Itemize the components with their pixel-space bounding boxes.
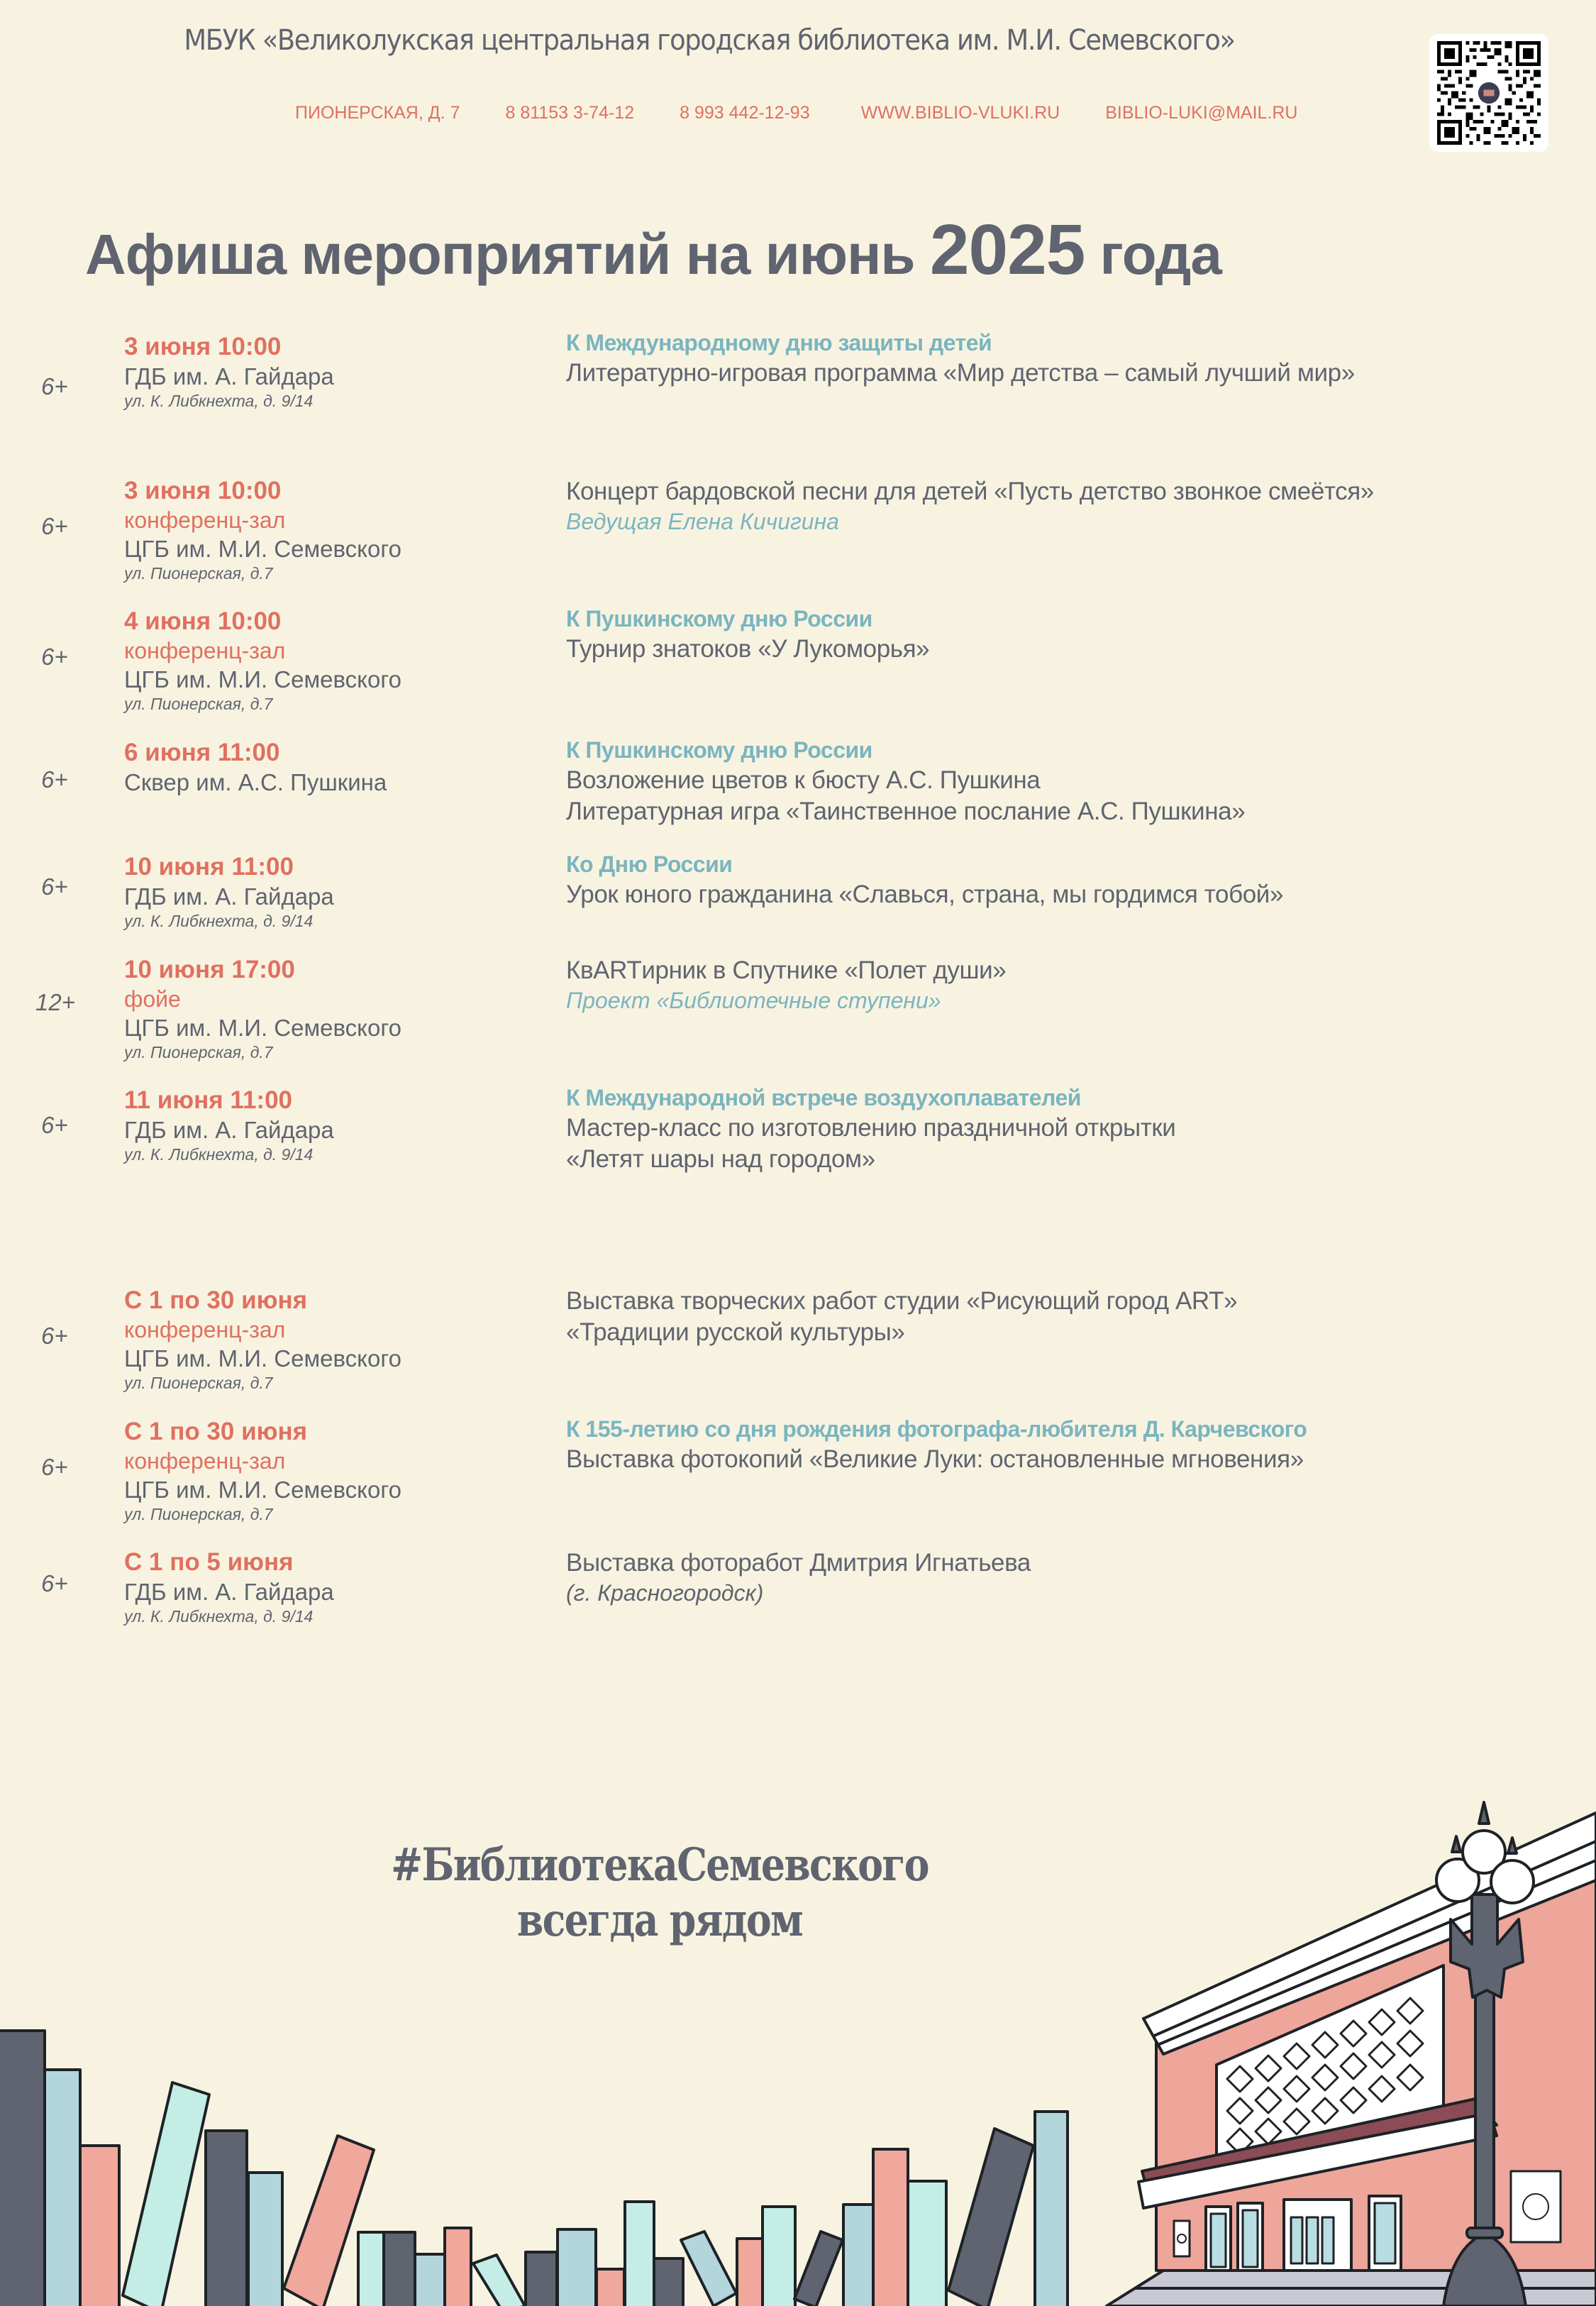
event-date: С 1 по 5 июня: [124, 1548, 294, 1576]
event-venue: ЦГБ им. М.И. Семевского: [124, 1477, 401, 1503]
contact-email[interactable]: BIBLIO-LUKI@MAIL.RU: [1105, 103, 1298, 123]
age-rating: 6+: [41, 1454, 68, 1480]
event-venue: Сквер им. А.С. Пушкина: [124, 769, 387, 795]
qr-code-icon[interactable]: [1429, 34, 1548, 152]
contact-phone-2[interactable]: 8 993 442-12-93: [680, 103, 810, 123]
age-rating: 6+: [41, 766, 68, 793]
event-venue: ГДБ им. А. Гайдара: [124, 1579, 334, 1605]
age-rating: 6+: [41, 373, 68, 399]
event-note: Ведущая Елена Кичигина: [566, 509, 839, 534]
event-address: ул. Пионерская, д.7: [124, 564, 273, 583]
contact-phone-1[interactable]: 8 81153 3-74-12: [505, 103, 635, 123]
event-description: Мастер-класс по изготовлению праздничной открытки: [566, 1114, 1176, 1142]
event-when-where: [124, 955, 536, 1062]
age-rating: 6+: [41, 644, 68, 670]
event-occasion: К 155-летию со дня рождения фотографа-любителя Д. Карчевского: [566, 1416, 1307, 1442]
event-occasion: К Международной встрече воздухоплавателей: [566, 1085, 1081, 1110]
event-date: 3 июня 10:00: [124, 477, 282, 504]
books-and-library-illustration: [0, 1774, 1596, 2306]
event-description: Выставка фоторабот Дмитрия Игнатьева: [566, 1549, 1031, 1577]
book: [597, 2269, 624, 2306]
event-room: конференц-зал: [124, 1317, 286, 1342]
event-occasion: К Пушкинскому дню России: [566, 606, 872, 631]
book: [358, 2232, 384, 2306]
book: [415, 2254, 445, 2306]
event-room: конференц-зал: [124, 507, 286, 533]
event-date: 6 июня 11:00: [124, 739, 280, 766]
book: [45, 2070, 80, 2306]
book: [526, 2252, 557, 2306]
event-description: «Традиции русской культуры»: [566, 1318, 905, 1346]
age-rating: 6+: [41, 513, 68, 539]
age-rating: 6+: [41, 873, 68, 900]
book: [206, 2131, 247, 2306]
book: [473, 2255, 525, 2306]
event-when-where: [124, 738, 536, 797]
wall-plaque: [1174, 2221, 1190, 2256]
event-when-where: [124, 1086, 536, 1164]
qr-code-graphic: [1436, 41, 1541, 145]
event-room: конференц-зал: [124, 638, 286, 663]
book: [654, 2258, 683, 2306]
book: [123, 2082, 209, 2306]
event-when-where: [124, 852, 536, 931]
event-date: 10 июня 17:00: [124, 956, 295, 983]
book: [248, 2173, 282, 2306]
event-date: 4 июня 10:00: [124, 607, 282, 635]
library-building: [1107, 1802, 1596, 2306]
event-venue: ЦГБ им. М.И. Семевского: [124, 1015, 401, 1041]
event-note: (г. Красногородск): [566, 1580, 764, 1606]
book: [737, 2239, 763, 2306]
event-venue: ЦГБ им. М.И. Семевского: [124, 536, 401, 562]
book: [0, 2031, 45, 2306]
event-description: Турнир знатоков «У Лукоморья»: [566, 635, 930, 663]
event-details: [566, 1083, 1573, 1175]
event-when-where: [124, 1286, 536, 1393]
book: [681, 2231, 736, 2306]
event-address: ул. Пионерская, д.7: [124, 1505, 273, 1523]
event-venue: ЦГБ им. М.И. Семевского: [124, 666, 401, 693]
age-rating: 12+: [35, 989, 75, 1015]
event-description: Выставка творческих работ студии «Рисующий город ART»: [566, 1287, 1238, 1315]
book: [625, 2202, 654, 2306]
age-rating: 6+: [41, 1570, 68, 1596]
event-date: 10 июня 11:00: [124, 853, 294, 881]
book: [80, 2146, 119, 2306]
event-description: «Летят шары над городом»: [566, 1145, 875, 1173]
book: [948, 2129, 1033, 2306]
slogan: всегда рядом: [516, 1894, 803, 1947]
event-note: Проект «Библиотечные ступени»: [566, 988, 941, 1013]
event-address: ул. Пионерская, д.7: [124, 1043, 273, 1061]
event-venue: ГДБ им. А. Гайдара: [124, 363, 334, 390]
event-occasion: К Международному дню защиты детей: [566, 330, 992, 355]
event-venue: ГДБ им. А. Гайдара: [124, 1117, 334, 1143]
event-description: Литературная игра «Таинственное послание А.С. Пушкина»: [566, 798, 1246, 825]
event-room: конференц-зал: [124, 1448, 286, 1474]
event-when-where: [124, 1417, 536, 1524]
book: [558, 2229, 596, 2306]
event-when-where: [124, 1548, 536, 1626]
event-address: ул. К. Либкнехта, д. 9/14: [124, 1145, 314, 1164]
event-venue: ЦГБ им. М.И. Семевского: [124, 1345, 401, 1372]
event-details: [566, 735, 1573, 827]
event-date: С 1 по 30 июня: [124, 1286, 308, 1314]
contact-website[interactable]: WWW.BIBLIO-VLUKI.RU: [860, 103, 1060, 123]
event-occasion: Ко Дню России: [566, 851, 733, 877]
event-when-where: [124, 332, 536, 411]
contact-address: ПИОНЕРСКАЯ, Д. 7: [295, 103, 460, 123]
contacts-bar: [295, 103, 1297, 123]
title-prefix: Афиша мероприятий на июнь: [85, 223, 930, 286]
event-description: Урок юного гражданина «Славься, страна, мы гордимся тобой»: [566, 881, 1284, 908]
event-details: [566, 849, 1573, 910]
title-year: 2025: [929, 210, 1085, 289]
event-details: [566, 1548, 1573, 1607]
event-when-where: [124, 476, 536, 583]
event-details: [566, 604, 1573, 665]
event-address: ул. К. Либкнехта, д. 9/14: [124, 912, 314, 930]
event-details: [566, 476, 1573, 536]
event-details: [566, 1286, 1573, 1348]
event-details: [566, 328, 1573, 389]
event-room: фойе: [124, 986, 181, 1012]
age-rating: 6+: [41, 1323, 68, 1349]
event-address: ул. К. Либкнехта, д. 9/14: [124, 392, 314, 410]
event-description: Возложение цветов к бюсту А.С. Пушкина: [566, 766, 1041, 794]
event-description: КвARTирник в Спутнике «Полет души»: [566, 956, 1007, 984]
event-details: [566, 955, 1573, 1015]
event-venue: ГДБ им. А. Гайдара: [124, 883, 334, 910]
event-address: ул. Пионерская, д.7: [124, 695, 273, 713]
wall-plaque: [1511, 2171, 1561, 2242]
event-occasion: К Пушкинскому дню России: [566, 737, 872, 763]
event-description: Литературно-игровая программа «Мир детства – самый лучший мир»: [566, 359, 1355, 387]
organization-name: МБУК «Великолукская центральная городская библиотека им. М.И. Семевского»: [184, 24, 1235, 57]
event-description: Концерт бардовской песни для детей «Пусть детство звонкое смеётся»: [566, 478, 1374, 505]
event-when-where: [124, 607, 536, 714]
event-address: ул. Пионерская, д.7: [124, 1374, 273, 1392]
title-suffix: года: [1085, 223, 1221, 286]
age-rating: 6+: [41, 1112, 68, 1138]
book: [794, 2231, 843, 2306]
event-date: С 1 по 30 июня: [124, 1418, 308, 1445]
book: [445, 2228, 471, 2306]
event-date: 3 июня 10:00: [124, 333, 282, 360]
book: [843, 2205, 873, 2306]
book: [873, 2149, 908, 2306]
book: [908, 2181, 946, 2306]
event-description: Выставка фотокопий «Великие Луки: остановленные мгновения»: [566, 1445, 1304, 1473]
book-row: [0, 2031, 1068, 2306]
page-title: [85, 209, 1221, 291]
book: [384, 2232, 415, 2306]
book: [763, 2207, 795, 2306]
book: [1035, 2112, 1068, 2306]
event-date: 11 июня 11:00: [124, 1086, 293, 1114]
event-details: [566, 1414, 1573, 1475]
hashtag[interactable]: #БиблиотекаСемевского: [391, 1838, 929, 1892]
event-address: ул. К. Либкнехта, д. 9/14: [124, 1607, 314, 1626]
